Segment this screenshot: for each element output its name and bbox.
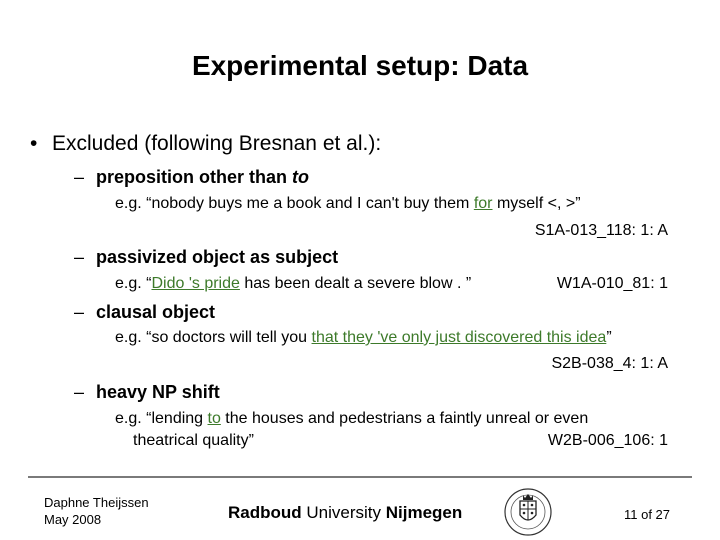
item-preposition-example: e.g. “nobody buys me a book and I can't buy them for myself <, >” — [115, 195, 581, 212]
highlight-phrase: that they 've only just discovered this idea — [311, 329, 607, 346]
item-heavy-np-heading — [74, 382, 220, 403]
highlight-phrase: to — [207, 410, 221, 427]
heading-text: clausal object — [96, 302, 216, 322]
dash: – — [74, 247, 85, 267]
highlight-phrase: for — [473, 195, 493, 212]
item-preposition-ref: S1A-013_118: 1: A — [534, 222, 668, 239]
item-clausal-example: e.g. “so doctors will tell you that they 've only just discovered this idea” — [115, 329, 612, 346]
heading-text: heavy NP shift — [96, 382, 220, 402]
item-heavy-np-example-line2: theatrical quality” — [133, 432, 254, 449]
heading-emphasis: to — [292, 167, 309, 187]
item-preposition-heading — [74, 167, 309, 188]
footer-author-block — [44, 494, 149, 528]
presentation-date: May 2008 — [44, 512, 102, 527]
item-passivized-heading — [74, 247, 338, 268]
item-passivized-ref: W1A-010_81: 1 — [556, 275, 668, 292]
bullet-text: Excluded (following Bresnan et al.): — [52, 132, 382, 155]
heading-text: passivized object as subject — [96, 247, 339, 267]
item-heavy-np-ref: W2B-006_106: 1 — [547, 432, 668, 449]
page-number: 11 of 27 — [624, 507, 671, 522]
dash: – — [74, 382, 85, 402]
bullet-symbol: • — [30, 132, 38, 155]
dash: – — [74, 167, 85, 187]
item-passivized-example: e.g. “Dido 's pride has been dealt a severe blow . ” — [115, 275, 472, 292]
dash: – — [74, 302, 85, 322]
heading-text: preposition other than — [96, 167, 292, 187]
bullet-excluded — [30, 132, 381, 156]
footer-divider — [28, 476, 692, 478]
author-name: Daphne Theijssen — [44, 495, 149, 510]
item-clausal-heading — [74, 302, 215, 323]
highlight-phrase: Dido 's pride — [151, 275, 240, 292]
university-name: Radboud University Nijmegen — [228, 503, 463, 522]
university-seal-icon — [502, 483, 554, 537]
slide-title: Experimental setup: Data — [191, 50, 529, 81]
item-heavy-np-example: e.g. “lending to the houses and pedestrians a faintly unreal or even — [115, 410, 589, 427]
item-clausal-ref: S2B-038_4: 1: A — [551, 355, 668, 372]
